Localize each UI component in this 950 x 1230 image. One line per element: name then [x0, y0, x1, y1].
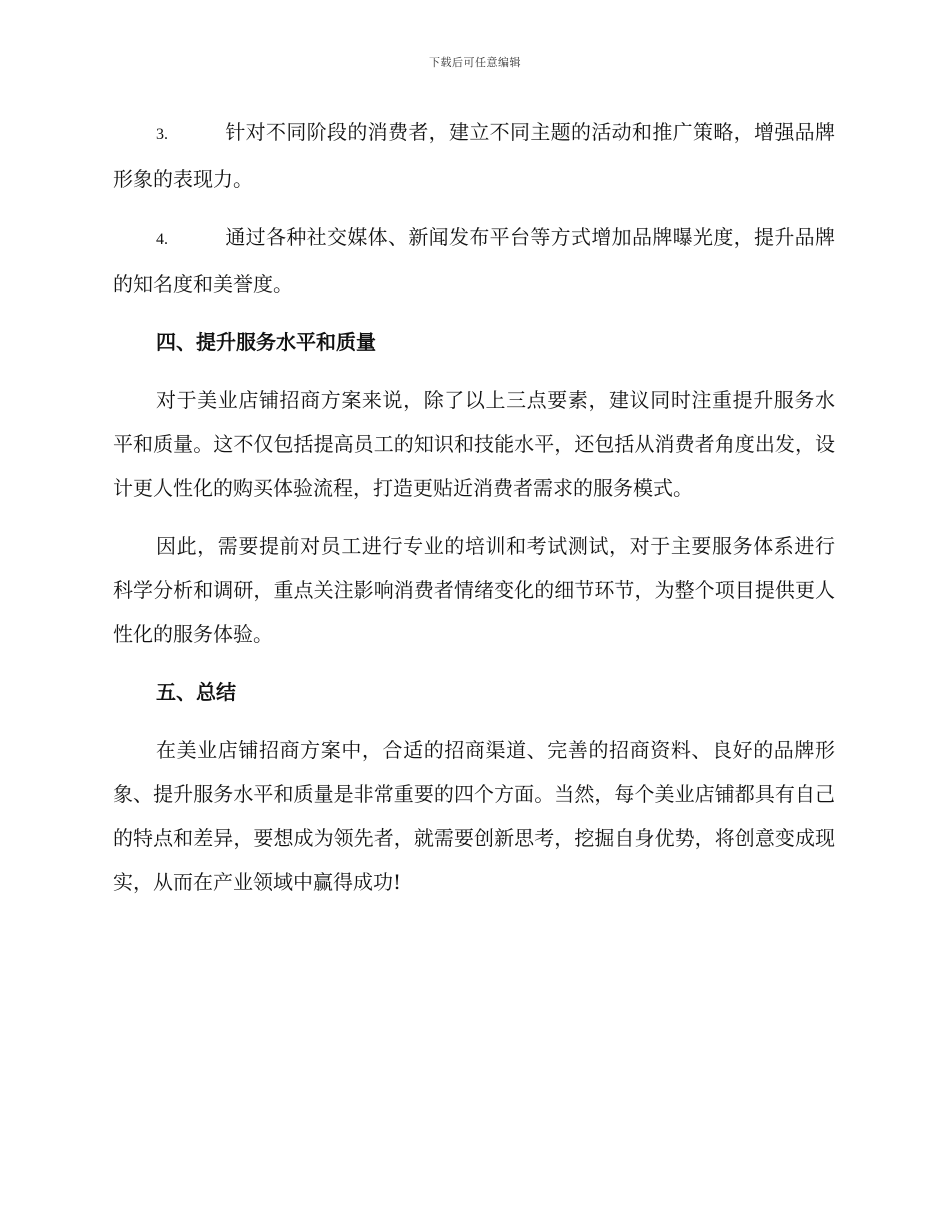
list-number: 3.	[156, 126, 168, 143]
page-header-note: 下载后可任意编辑	[429, 56, 521, 69]
section-heading-5: 五、总结	[156, 680, 236, 704]
section-heading-4: 四、提升服务水平和质量	[156, 330, 376, 354]
list-item-4	[113, 215, 835, 306]
list-number: 4.	[156, 231, 168, 248]
paragraph: 在美业店铺招商方案中，合适的招商渠道、完善的招商资料、良好的品牌形象、提升服务水平和质量是非常重要的四个方面。当然，每个美业店铺都具有自己的特点和差异，要想成为领先者，就需要创新思考，挖掘自身优势，将创意变成现实，从而在产业领域中赢得成功!	[113, 738, 835, 894]
list-text: 针对不同阶段的消费者，建立不同主题的活动和推广策略，增强品牌形象的表现力。	[113, 120, 835, 191]
document-body	[113, 110, 835, 918]
list-item-3	[113, 110, 835, 201]
paragraph: 因此，需要提前对员工进行专业的培训和考试测试，对于主要服务体系进行科学分析和调研，重点关注影响消费者情绪变化的细节环节，为整个项目提供更人性化的服务体验。	[113, 534, 835, 646]
paragraph: 对于美业店铺招商方案来说，除了以上三点要素，建议同时注重提升服务水平和质量。这不仅包括提高员工的知识和技能水平，还包括从消费者角度出发，设计更人性化的购买体验流程，打造更贴近消费者需求的服务模式。	[113, 388, 835, 500]
list-text: 通过各种社交媒体、新闻发布平台等方式增加品牌曝光度，提升品牌的知名度和美誉度。	[113, 225, 835, 296]
